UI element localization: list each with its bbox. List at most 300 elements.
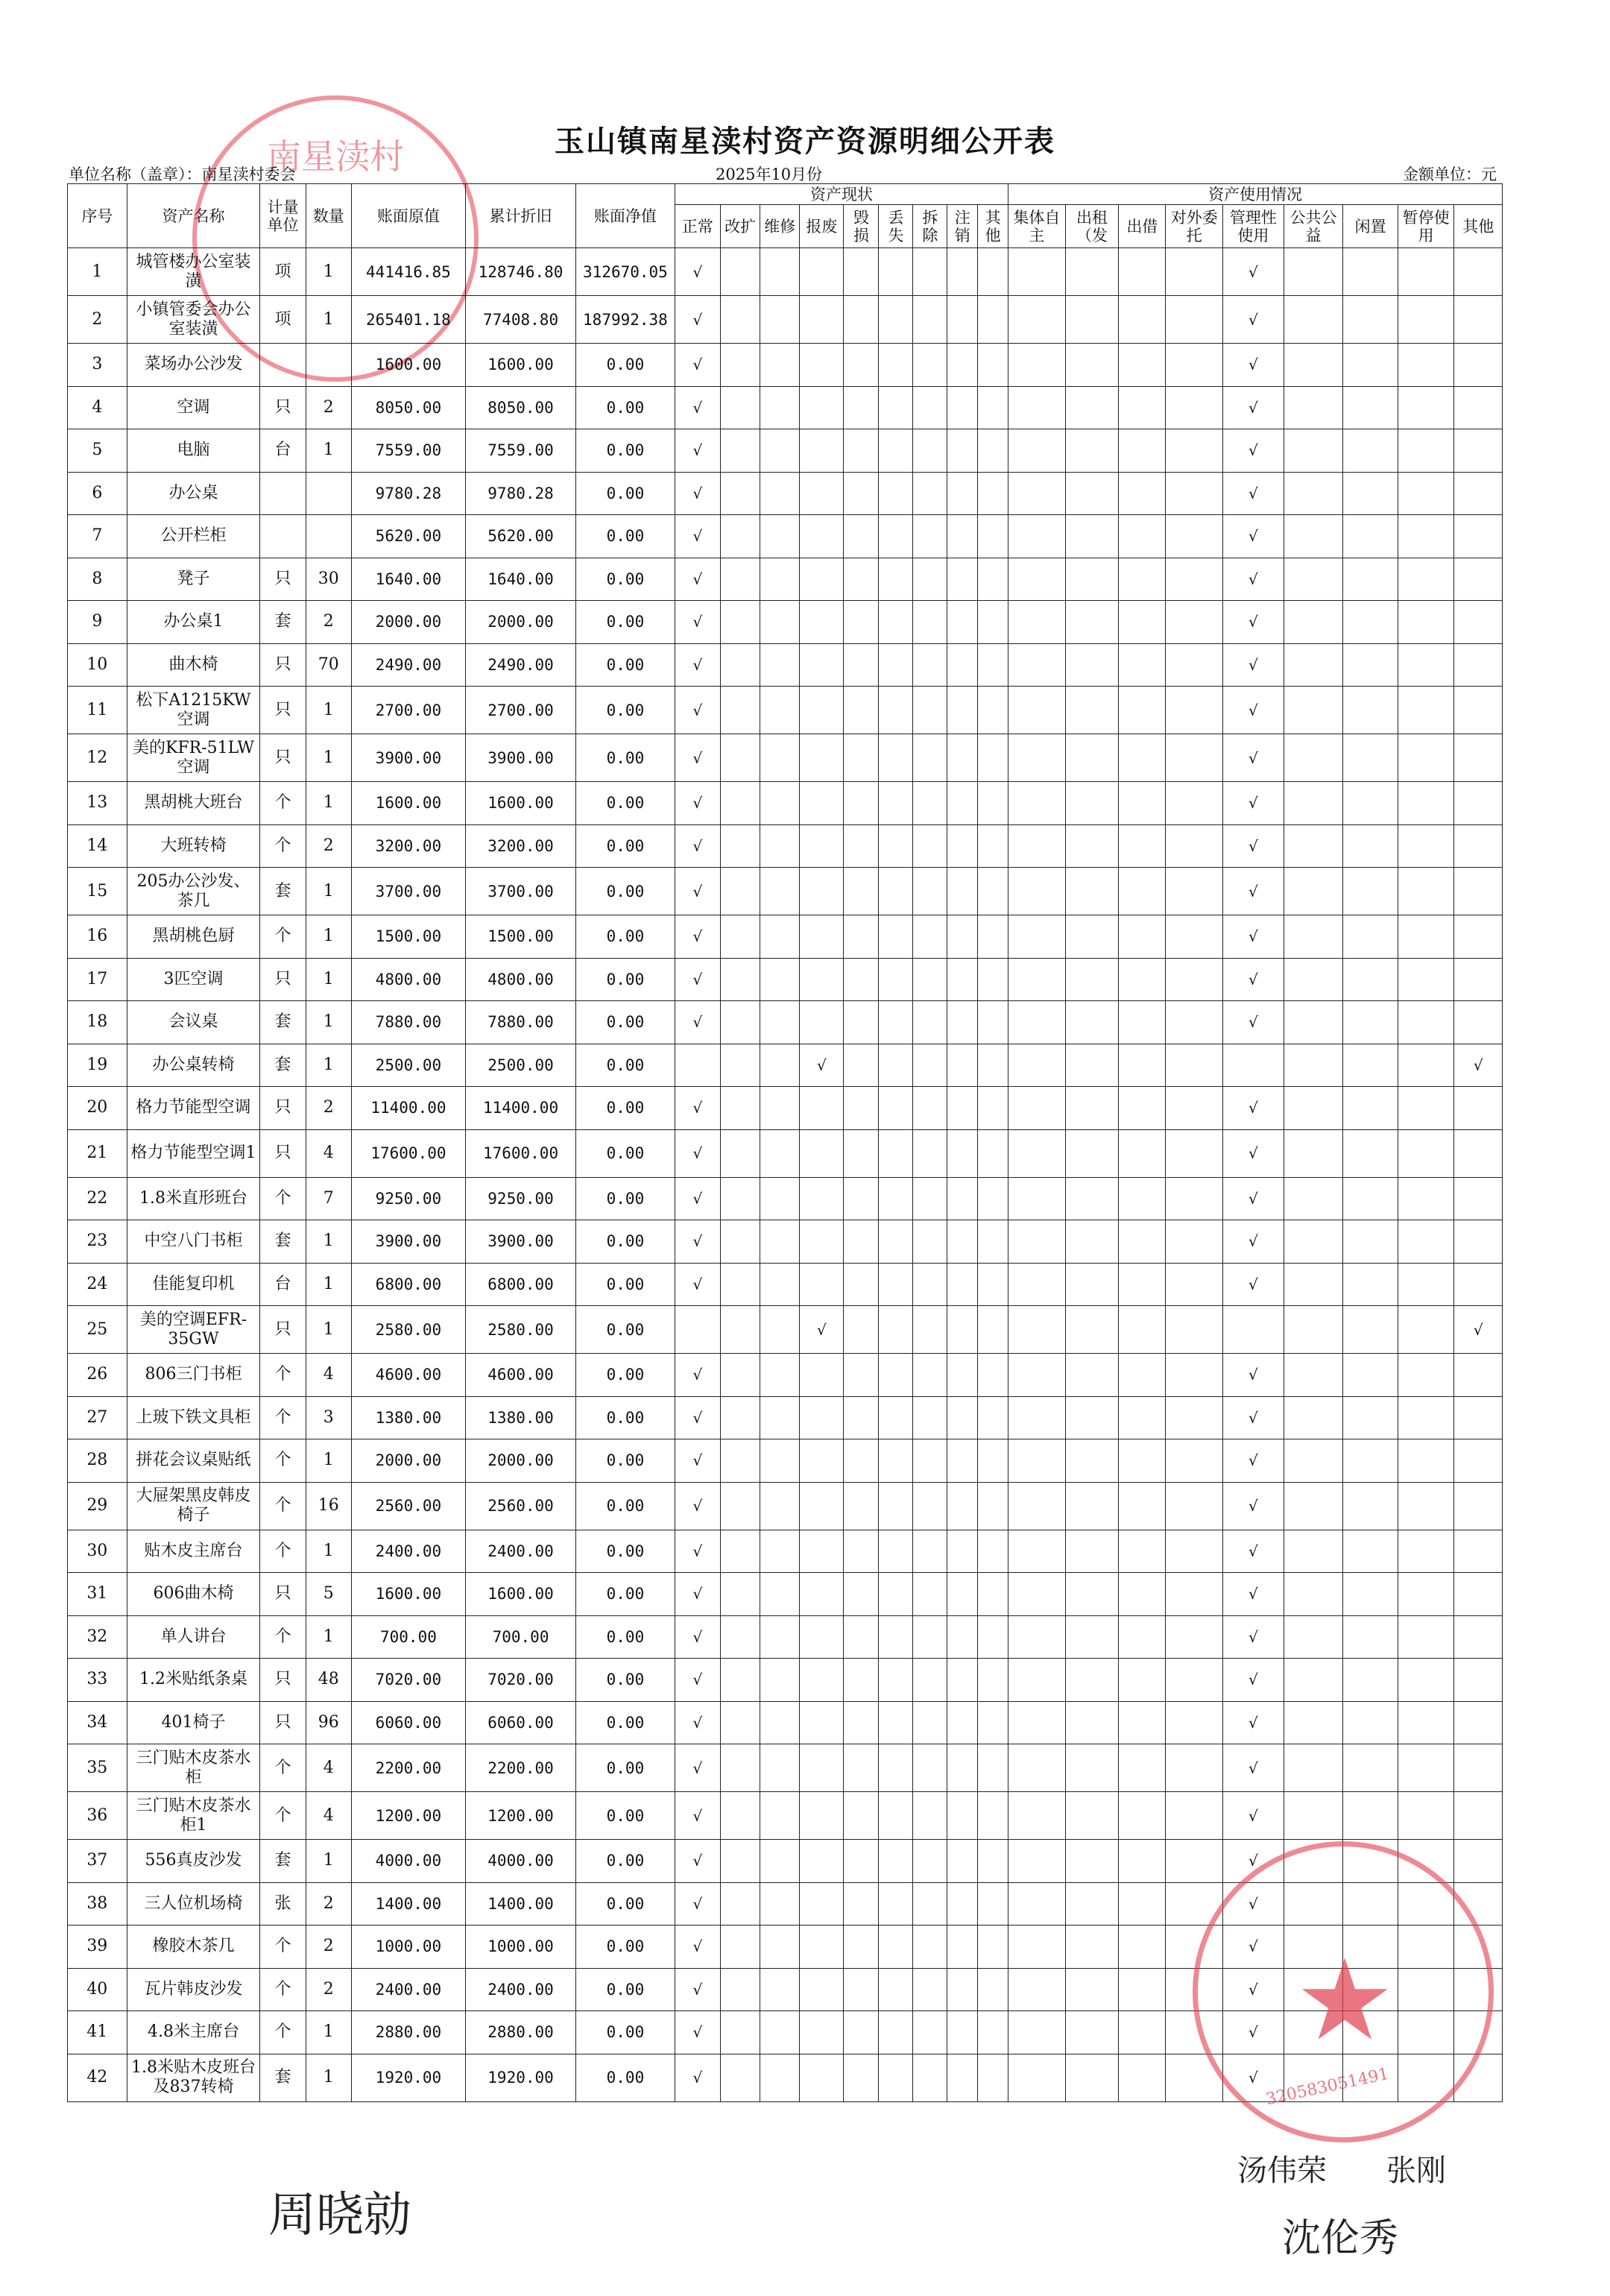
usage-cell: √ [1223, 1001, 1284, 1044]
status-cell [879, 915, 913, 959]
status-cell [913, 2054, 947, 2101]
usage-cell [1284, 386, 1343, 429]
status-cell [913, 868, 947, 915]
orig-value-cell: 4600.00 [351, 1354, 465, 1397]
status-cell [800, 1129, 844, 1177]
status-cell [800, 824, 844, 868]
usage-cell [1343, 344, 1398, 387]
qty-cell: 1 [306, 915, 351, 959]
asset-name-cell: 城管楼办公室装潢 [127, 248, 260, 296]
usage-cell [1454, 687, 1503, 734]
status-cell [978, 1744, 1008, 1792]
usage-cell [1008, 2054, 1066, 2101]
status-cell [978, 1044, 1008, 1087]
usage-cell [1284, 1840, 1343, 1883]
table-row [68, 687, 1503, 734]
usage-cell [1166, 915, 1223, 959]
status-cell [913, 296, 947, 344]
qty-cell: 1 [306, 1001, 351, 1044]
seq-cell: 2 [68, 296, 127, 344]
usage-cell [1343, 1263, 1398, 1306]
status-cell [947, 515, 978, 558]
status-cell [844, 1792, 879, 1840]
unit-cell: 个 [260, 1968, 306, 2011]
usage-cell [1398, 1396, 1454, 1439]
status-cell [913, 1615, 947, 1659]
usage-cell: √ [1223, 1701, 1284, 1744]
unit-cell: 个 [260, 1354, 306, 1397]
status-cell [760, 296, 800, 344]
net-value-cell: 0.00 [576, 1044, 675, 1087]
status-cell [978, 1001, 1008, 1044]
status-cell [947, 1792, 978, 1840]
status-cell [947, 1354, 978, 1397]
seq-cell: 32 [68, 1615, 127, 1659]
unit-cell: 只 [260, 1306, 306, 1354]
orig-value-cell: 2000.00 [351, 601, 465, 644]
status-cell [760, 1882, 800, 1926]
usage-cell [1065, 782, 1118, 825]
status-cell [844, 1573, 879, 1616]
net-value-cell: 0.00 [576, 1087, 675, 1130]
usage-cell [1119, 1744, 1166, 1792]
table-row [68, 1573, 1503, 1616]
usage-cell [1454, 1968, 1503, 2011]
table-row [68, 1530, 1503, 1573]
usage-cell [1008, 1354, 1066, 1397]
usage-cell [1398, 515, 1454, 558]
asset-name-cell: 松下A1215KW空调 [127, 687, 260, 734]
qty-cell: 3 [306, 1396, 351, 1439]
usage-cell [1343, 958, 1398, 1001]
status-cell [800, 643, 844, 687]
status-cell [800, 1744, 844, 1792]
status-cell [947, 958, 978, 1001]
usage-cell [1284, 1001, 1343, 1044]
usage-cell [1398, 1530, 1454, 1573]
depreciation-cell: 6060.00 [466, 1701, 576, 1744]
status-cell [947, 296, 978, 344]
status-cell: √ [675, 1354, 720, 1397]
orig-value-cell: 2500.00 [351, 1044, 465, 1087]
qty-cell [306, 472, 351, 515]
signature-1: 周晓勍 [268, 2188, 411, 2243]
asset-name-cell: 205办公沙发、茶几 [127, 868, 260, 915]
status-cell [913, 1177, 947, 1220]
status-cell [913, 915, 947, 959]
usage-cell: √ [1454, 1306, 1503, 1354]
status-cell: √ [675, 1001, 720, 1044]
status-cell [844, 1044, 879, 1087]
status-cell [721, 868, 760, 915]
status-cell [879, 558, 913, 601]
header-status-1: 改扩 [721, 205, 760, 248]
status-cell [947, 915, 978, 959]
usage-cell [1343, 601, 1398, 644]
status-cell [978, 2011, 1008, 2054]
status-cell [760, 687, 800, 734]
usage-cell [1454, 386, 1503, 429]
depreciation-cell: 2580.00 [466, 1306, 576, 1354]
usage-cell [1119, 868, 1166, 915]
usage-cell [1398, 1129, 1454, 1177]
usage-cell [1065, 1306, 1118, 1354]
net-value-cell: 0.00 [576, 643, 675, 687]
status-cell [844, 2011, 879, 2054]
orig-value-cell: 3700.00 [351, 868, 465, 915]
status-cell [800, 868, 844, 915]
status-cell [978, 1882, 1008, 1926]
depreciation-cell: 3200.00 [466, 824, 576, 868]
status-cell [978, 1615, 1008, 1659]
usage-cell [1166, 1882, 1223, 1926]
usage-cell [1008, 1659, 1066, 1702]
orig-value-cell: 7559.00 [351, 429, 465, 473]
status-cell [721, 1354, 760, 1397]
depreciation-cell: 128746.80 [466, 248, 576, 296]
usage-cell [1284, 915, 1343, 959]
orig-value-cell: 2200.00 [351, 1744, 465, 1792]
status-cell [844, 248, 879, 296]
usage-cell: √ [1223, 2011, 1284, 2054]
depreciation-cell: 1600.00 [466, 344, 576, 387]
net-value-cell: 0.00 [576, 687, 675, 734]
status-cell: √ [675, 1659, 720, 1702]
unit-cell: 只 [260, 386, 306, 429]
usage-cell [1398, 643, 1454, 687]
net-value-cell: 0.00 [576, 1306, 675, 1354]
usage-cell: √ [1223, 1220, 1284, 1264]
status-cell [844, 1882, 879, 1926]
table-row [68, 868, 1503, 915]
usage-cell [1343, 515, 1398, 558]
usage-cell [1343, 1926, 1398, 1969]
usage-cell [1284, 1701, 1343, 1744]
usage-cell [1343, 1701, 1398, 1744]
usage-cell [1343, 1840, 1398, 1883]
usage-cell [1284, 2011, 1343, 2054]
usage-cell [1008, 1129, 1066, 1177]
status-cell [947, 248, 978, 296]
usage-cell [1454, 1263, 1503, 1306]
orig-value-cell: 6800.00 [351, 1263, 465, 1306]
status-cell [978, 734, 1008, 782]
status-cell [879, 1177, 913, 1220]
asset-name-cell: 美的空调EFR-35GW [127, 1306, 260, 1354]
usage-cell [1008, 1177, 1066, 1220]
usage-cell [1343, 1659, 1398, 1702]
usage-cell [1343, 1129, 1398, 1177]
status-cell [947, 1659, 978, 1702]
status-cell [800, 1882, 844, 1926]
status-cell [947, 429, 978, 473]
usage-cell [1343, 1220, 1398, 1264]
status-cell [913, 1792, 947, 1840]
table-row [68, 2054, 1503, 2101]
usage-cell [1284, 1615, 1343, 1659]
usage-cell [1065, 386, 1118, 429]
header-usage-8: 其他 [1454, 205, 1503, 248]
seq-cell: 25 [68, 1306, 127, 1354]
unit-cell: 个 [260, 1396, 306, 1439]
status-cell [913, 601, 947, 644]
status-cell [947, 687, 978, 734]
usage-cell [1454, 1926, 1503, 1969]
seq-cell: 9 [68, 601, 127, 644]
status-cell: √ [675, 2011, 720, 2054]
status-cell [760, 1615, 800, 1659]
unit-cell: 个 [260, 1615, 306, 1659]
asset-name-cell: 806三门书柜 [127, 1354, 260, 1397]
unit-cell: 套 [260, 1840, 306, 1883]
orig-value-cell: 2580.00 [351, 1306, 465, 1354]
usage-cell: √ [1223, 296, 1284, 344]
usage-cell [1065, 2054, 1118, 2101]
status-cell [879, 1263, 913, 1306]
asset-table [67, 183, 1503, 2102]
status-cell [879, 1840, 913, 1883]
asset-name-cell: 曲木椅 [127, 643, 260, 687]
usage-cell [1166, 1926, 1223, 1969]
status-cell [844, 1129, 879, 1177]
usage-cell [1398, 1001, 1454, 1044]
usage-cell [1454, 734, 1503, 782]
qty-cell: 2 [306, 1882, 351, 1926]
usage-cell [1065, 1439, 1118, 1483]
status-cell: √ [675, 1701, 720, 1744]
status-cell [760, 958, 800, 1001]
table-row [68, 1306, 1503, 1354]
net-value-cell: 0.00 [576, 782, 675, 825]
usage-cell [1119, 2011, 1166, 2054]
table-row [68, 296, 1503, 344]
status-cell [721, 1396, 760, 1439]
status-cell [978, 1659, 1008, 1702]
status-cell: √ [675, 429, 720, 473]
status-cell [879, 1926, 913, 1969]
qty-cell: 1 [306, 296, 351, 344]
usage-cell [1454, 558, 1503, 601]
depreciation-cell: 2400.00 [466, 1530, 576, 1573]
net-value-cell: 0.00 [576, 1615, 675, 1659]
usage-cell [1008, 472, 1066, 515]
usage-cell [1398, 472, 1454, 515]
orig-value-cell: 1500.00 [351, 915, 465, 959]
depreciation-cell: 1380.00 [466, 1396, 576, 1439]
status-cell [913, 782, 947, 825]
usage-cell [1284, 1882, 1343, 1926]
qty-cell: 4 [306, 1744, 351, 1792]
usage-cell [1343, 734, 1398, 782]
usage-cell [1398, 1439, 1454, 1483]
usage-cell [1065, 1129, 1118, 1177]
status-cell [844, 386, 879, 429]
header-usage-4: 管理性使用 [1223, 205, 1284, 248]
seq-cell: 34 [68, 1701, 127, 1744]
usage-cell [1065, 1177, 1118, 1220]
status-cell [947, 1129, 978, 1177]
status-cell [978, 687, 1008, 734]
status-cell [879, 1001, 913, 1044]
usage-cell [1398, 1615, 1454, 1659]
usage-cell [1398, 1354, 1454, 1397]
unit-cell [260, 344, 306, 387]
status-cell [879, 1220, 913, 1264]
table-row [68, 1001, 1503, 1044]
usage-cell [1119, 1882, 1166, 1926]
table-row [68, 958, 1503, 1001]
usage-cell [1119, 1701, 1166, 1744]
status-cell [978, 824, 1008, 868]
table-row [68, 515, 1503, 558]
seq-cell: 35 [68, 1744, 127, 1792]
header-usage-2: 出借 [1119, 205, 1166, 248]
status-cell: √ [675, 1439, 720, 1483]
status-cell: √ [675, 782, 720, 825]
usage-cell [1454, 1482, 1503, 1530]
unit-cell: 台 [260, 429, 306, 473]
status-cell [913, 558, 947, 601]
status-cell [721, 1530, 760, 1573]
status-cell: √ [675, 915, 720, 959]
usage-cell [1398, 1087, 1454, 1130]
header-usage-3: 对外委托 [1166, 205, 1223, 248]
qty-cell: 2 [306, 386, 351, 429]
status-cell [879, 1615, 913, 1659]
usage-cell [1343, 558, 1398, 601]
table-row [68, 386, 1503, 429]
status-cell [913, 2011, 947, 2054]
usage-cell [1065, 824, 1118, 868]
signature-4: 沈伦秀 [1282, 2216, 1399, 2261]
status-cell [844, 558, 879, 601]
qty-cell: 1 [306, 1220, 351, 1264]
seq-cell: 24 [68, 1263, 127, 1306]
usage-cell: √ [1223, 248, 1284, 296]
usage-cell [1284, 782, 1343, 825]
asset-name-cell: 办公桌 [127, 472, 260, 515]
qty-cell: 4 [306, 1792, 351, 1840]
status-cell [721, 687, 760, 734]
status-cell: √ [675, 1926, 720, 1969]
qty-cell: 1 [306, 687, 351, 734]
asset-name-cell: 瓦片韩皮沙发 [127, 1968, 260, 2011]
usage-cell [1454, 1396, 1503, 1439]
status-cell [800, 734, 844, 782]
unit-cell: 个 [260, 1926, 306, 1969]
status-cell [760, 515, 800, 558]
usage-cell [1065, 344, 1118, 387]
status-cell [760, 558, 800, 601]
status-cell [721, 915, 760, 959]
unit-cell: 只 [260, 734, 306, 782]
usage-cell: √ [1223, 1129, 1284, 1177]
usage-cell [1284, 1044, 1343, 1087]
qty-cell: 1 [306, 868, 351, 915]
status-cell [913, 515, 947, 558]
usage-cell [1166, 472, 1223, 515]
orig-value-cell: 8050.00 [351, 386, 465, 429]
unit-cell [260, 515, 306, 558]
net-value-cell: 0.00 [576, 601, 675, 644]
table-row [68, 1840, 1503, 1883]
table-row [68, 1087, 1503, 1130]
usage-cell [1008, 1263, 1066, 1306]
status-cell [760, 915, 800, 959]
usage-cell [1065, 734, 1118, 782]
asset-name-cell: 1.8米直形班台 [127, 1177, 260, 1220]
status-cell: √ [675, 1792, 720, 1840]
usage-cell [1119, 558, 1166, 601]
usage-cell [1343, 248, 1398, 296]
status-cell [675, 1044, 720, 1087]
usage-cell [1166, 643, 1223, 687]
status-cell [760, 1306, 800, 1354]
asset-name-cell: 菜场办公沙发 [127, 344, 260, 387]
net-value-cell: 0.00 [576, 915, 675, 959]
usage-cell [1284, 734, 1343, 782]
asset-name-cell: 401椅子 [127, 1701, 260, 1744]
usage-cell [1008, 1701, 1066, 1744]
usage-cell [1166, 1396, 1223, 1439]
table-row [68, 1744, 1503, 1792]
usage-cell [1398, 344, 1454, 387]
status-cell: √ [675, 1882, 720, 1926]
seq-cell: 18 [68, 1001, 127, 1044]
net-value-cell: 0.00 [576, 1968, 675, 2011]
table-row [68, 1044, 1503, 1087]
usage-cell [1343, 868, 1398, 915]
usage-cell [1065, 1744, 1118, 1792]
status-cell [844, 687, 879, 734]
usage-cell [1343, 1087, 1398, 1130]
status-cell [879, 248, 913, 296]
usage-cell: √ [1223, 1968, 1284, 2011]
status-cell [760, 1840, 800, 1883]
usage-cell [1454, 1615, 1503, 1659]
usage-cell [1065, 1482, 1118, 1530]
net-value-cell: 0.00 [576, 2054, 675, 2101]
usage-cell [1065, 1926, 1118, 1969]
status-cell [760, 386, 800, 429]
status-cell [913, 958, 947, 1001]
unit-cell: 只 [260, 687, 306, 734]
depreciation-cell: 8050.00 [466, 386, 576, 429]
usage-cell [1343, 1044, 1398, 1087]
status-cell [800, 1530, 844, 1573]
usage-cell [1343, 1573, 1398, 1616]
usage-cell [1284, 1744, 1343, 1792]
seq-cell: 13 [68, 782, 127, 825]
status-cell [978, 1573, 1008, 1616]
status-cell [947, 1044, 978, 1087]
usage-cell [1008, 1220, 1066, 1264]
net-value-cell: 0.00 [576, 558, 675, 601]
usage-cell [1008, 915, 1066, 959]
orig-value-cell: 1200.00 [351, 1792, 465, 1840]
seq-cell: 10 [68, 643, 127, 687]
header-net: 账面净值 [576, 184, 675, 248]
depreciation-cell: 9780.28 [466, 472, 576, 515]
usage-cell [1343, 1530, 1398, 1573]
orig-value-cell: 3900.00 [351, 734, 465, 782]
status-cell [721, 429, 760, 473]
usage-cell [1454, 429, 1503, 473]
status-cell [879, 429, 913, 473]
status-cell [760, 2054, 800, 2101]
status-cell [879, 386, 913, 429]
usage-cell [1343, 1306, 1398, 1354]
